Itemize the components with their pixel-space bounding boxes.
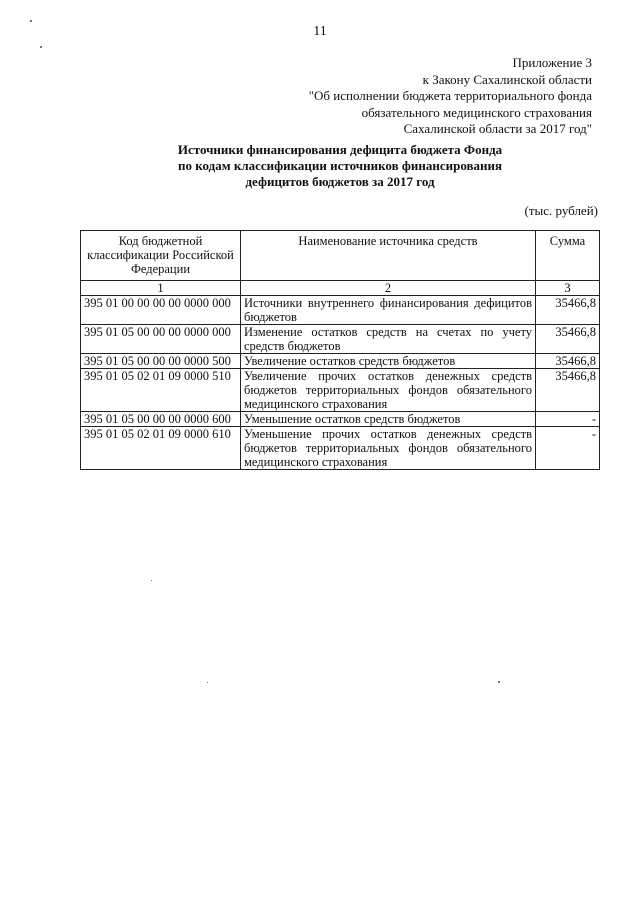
column-number: 3 [536,281,600,296]
table-row [81,354,600,369]
row-sum: - [536,412,600,427]
row-sum: 35466,8 [536,296,600,325]
row-code: 395 01 05 02 01 09 0000 610 [81,427,241,470]
units-label: (тыс. рублей) [524,203,598,218]
row-sum: 35466,8 [536,325,600,354]
column-number: 2 [241,281,536,296]
row-sum: 35466,8 [536,369,600,412]
title-line: Источники финансирования дефицита бюджета Фонда [177,142,503,157]
row-name: Источники внутреннего финансирования дефицитов бюджетов [241,296,536,325]
row-code: 395 01 05 00 00 00 0000 000 [81,325,241,354]
document-title [80,142,600,190]
table-header-row [81,231,600,281]
appendix-line: Приложение 3 [512,55,592,70]
row-code: 395 01 05 02 01 09 0000 510 [81,369,241,412]
scan-speck [40,46,42,48]
appendix-line: Сахалинской области за 2017 год" [403,121,592,136]
row-name: Изменение остатков средств на счетах по учету средств бюджетов [241,325,536,354]
table-row [81,412,600,427]
table-row [81,427,600,470]
row-sum: - [536,427,600,470]
header-sum: Сумма [536,231,600,281]
table-row [81,325,600,354]
row-name: Увеличение остатков средств бюджетов [241,354,536,369]
scan-speck [207,682,208,683]
table-row [81,296,600,325]
appendix-line: обязательного медицинского страхования [361,104,592,120]
scan-speck [498,681,500,683]
title-line: по кодам классификации источников финансирования [177,158,503,173]
appendix-line: "Об исполнении бюджета территориального фонда [308,88,592,103]
row-code: 395 01 00 00 00 00 0000 000 [81,296,241,325]
appendix-line: к Закону Сахалинской области [422,71,592,87]
scan-speck [151,580,152,581]
row-name: Уменьшение остатков средств бюджетов [241,412,536,427]
scan-speck [30,20,32,22]
row-code: 395 01 05 00 00 00 0000 600 [81,412,241,427]
table-row [81,369,600,412]
row-code: 395 01 05 00 00 00 0000 500 [81,354,241,369]
header-name: Наименование источника средств [241,231,536,281]
row-sum: 35466,8 [536,354,600,369]
row-name: Уменьшение прочих остатков денежных средств бюджетов территориальных фондов обязательного медицинского страхования [241,427,536,470]
header-code: Код бюджетной классификации Российской Федерации [81,231,241,281]
title-line: дефицитов бюджетов за 2017 год [245,174,435,189]
page-number: 11 [313,24,327,39]
appendix-reference [309,55,592,138]
financing-sources-table [80,230,600,470]
column-number: 1 [81,281,241,296]
column-number-row [81,281,600,296]
row-name: Увеличение прочих остатков денежных средств бюджетов территориальных фондов обязательного медицинского страхования [241,369,536,412]
